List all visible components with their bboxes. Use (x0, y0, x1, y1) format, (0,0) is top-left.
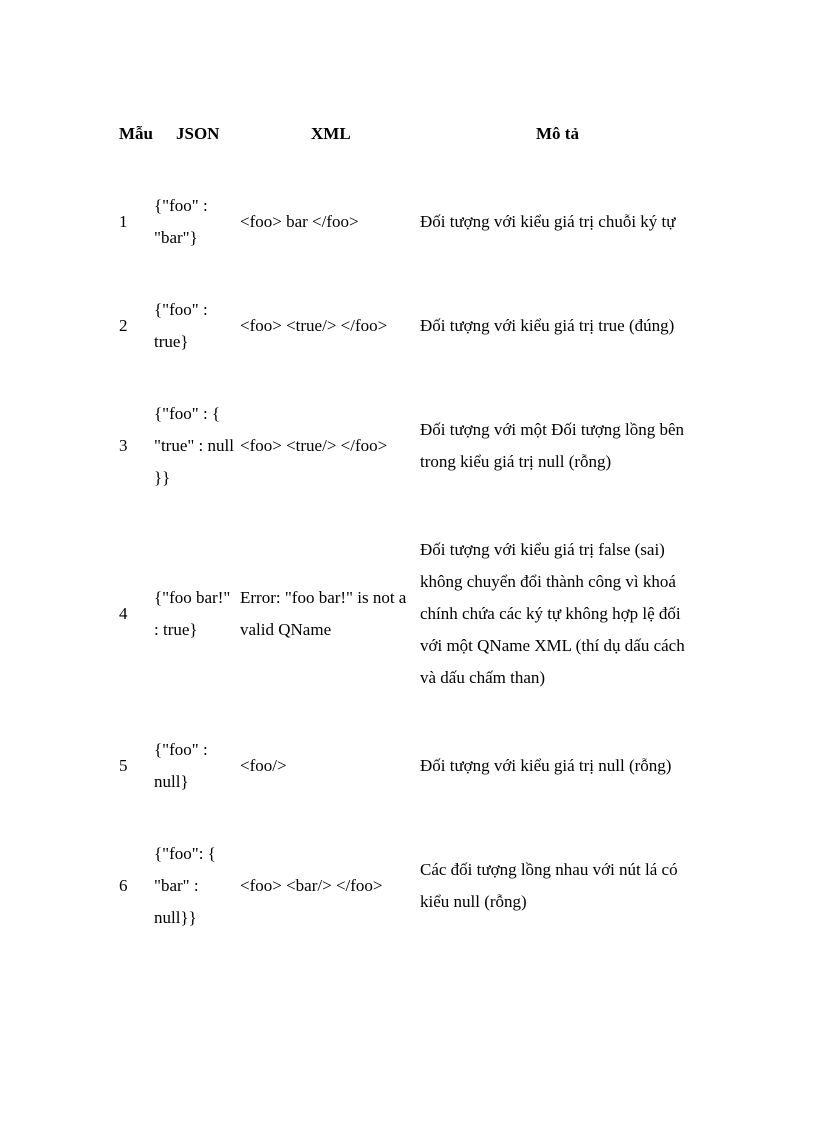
json-cell: {"foo" : { "true" : null }} (154, 404, 234, 487)
sample-number-cell: 6 (119, 876, 128, 895)
json-cell: {"foo" : "bar"} (154, 196, 208, 247)
header-json: JSON (176, 124, 220, 143)
table-row (0, 534, 816, 694)
table-row (0, 838, 816, 934)
header-description: Mô tả (536, 124, 579, 143)
table-row (0, 190, 816, 254)
xml-cell: <foo> bar </foo> (240, 212, 359, 231)
description-cell: Đối tượng với kiểu giá trị chuỗi ký tự (420, 212, 676, 231)
json-cell: {"foo" : true} (154, 300, 208, 351)
description-cell: Đối tượng với một Đối tượng lồng bên trong kiểu giá trị null (rỗng) (420, 420, 685, 471)
sample-number-cell: 5 (119, 756, 128, 775)
json-cell: {"foo" : null} (154, 740, 208, 791)
xml-cell: <foo> <true/> </foo> (240, 436, 388, 455)
xml-cell: <foo> <true/> </foo> (240, 316, 388, 335)
sample-number-cell: 2 (119, 316, 128, 335)
xml-cell: <foo> <bar/> </foo> (240, 876, 383, 895)
description-cell: Các đối tượng lồng nhau với nút lá có kiểu null (rỗng) (420, 860, 678, 911)
description-cell: Đối tượng với kiểu giá trị true (đúng) (420, 316, 675, 335)
description-cell: Đối tượng với kiểu giá trị null (rỗng) (420, 756, 672, 775)
sample-number-cell: 4 (119, 604, 128, 623)
header-xml: XML (311, 124, 351, 143)
xml-cell: <foo/> (240, 756, 287, 775)
table-row (0, 398, 816, 494)
description-cell: Đối tượng với kiểu giá trị false (sai) không chuyển đổi thành công vì khoá chính chứa các ký tự không hợp lệ đối với một QName XML (thí dụ dấu cách và dấu chấm than) (420, 540, 685, 687)
sample-number-cell: 1 (119, 212, 128, 231)
json-cell: {"foo": { "bar" : null}} (154, 844, 216, 927)
sample-number-cell: 3 (119, 436, 128, 455)
table-row (0, 294, 816, 358)
header-sample: Mẫu (119, 124, 153, 143)
xml-cell: Error: "foo bar!" is not a valid QName (240, 588, 407, 639)
json-cell: {"foo bar!" : true} (154, 588, 231, 639)
table-row (0, 734, 816, 798)
